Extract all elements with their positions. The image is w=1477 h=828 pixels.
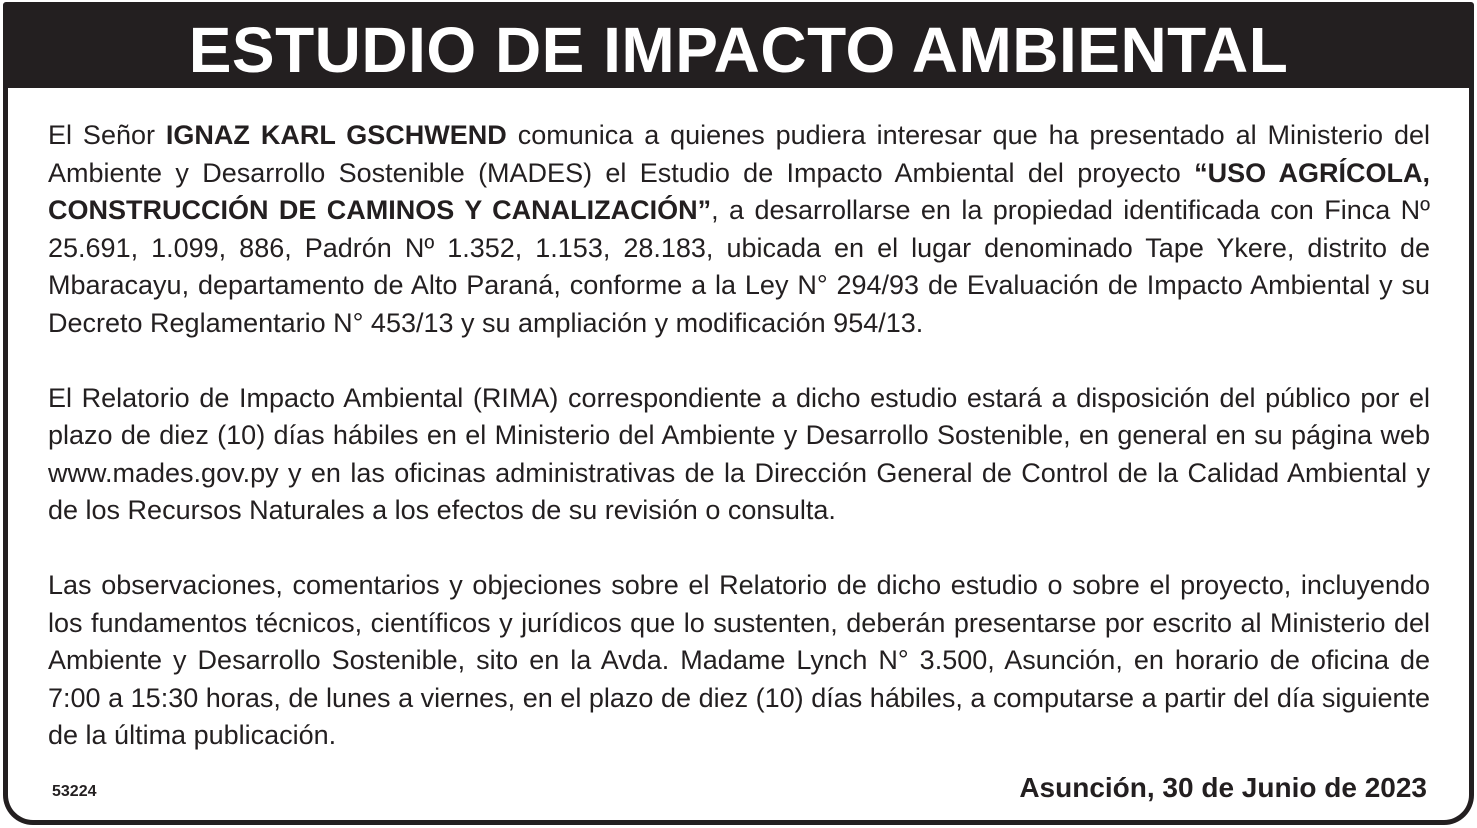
applicant-name: IGNAZ KARL GSCHWEND (165, 120, 507, 150)
paragraph-1-intro: El Señor (48, 120, 166, 150)
reference-code: 53224 (52, 783, 97, 800)
project-name: “USO AGRÍCOLA, CONSTRUCCIÓN DE CAMINOS Y CANALIZACIÓN” (48, 157, 1430, 225)
notice-title: ESTUDIO DE IMPACTO AMBIENTAL (188, 13, 1289, 86)
paragraph-observations: Las observaciones, comentarios y objeciones sobre el Relatorio de dicho estudio o sobre el proyecto, incluyendo los fundamentos técnicos, científicos y jurídicos que lo sustenten, deberán presentarse por escrito al Ministerio del Ambiente y Desarrollo Sostenible, sito en la Avda. Madame Lynch N° 3.500, Asunción, en horario de oficina de 7:00 a 15:30 horas, de lunes a viernes, en el plazo de diez (10) días hábiles, a computarse a partir del día siguiente de la última publicación. (48, 570, 1430, 750)
publication-date: Asunción, 30 de Junio de 2023 (1019, 772, 1427, 803)
paragraph-rima-availability: El Relatorio de Impacto Ambiental (RIMA) correspondiente a dicho estudio estará a disposición del público por el plazo de diez (10) días hábiles en el Ministerio del Ambiente y Desarrollo Sostenible, en general en su página web www.mades.gov.py y en las oficinas administrativas de la Dirección General de Control de la Calidad Ambiental y de los Recursos Naturales a los efectos de su revisión o consulta. (48, 382, 1430, 525)
notice-body (48, 117, 1430, 755)
paragraph-1-middle: comunica a quienes pudiera interesar que ha presentado al Ministerio del Ambiente y Desarrollo Sostenible (MADES) el Estudio de Impacto Ambiental del proyecto (48, 120, 1431, 188)
paragraph-announcement (48, 117, 1430, 342)
title-bar (8, 7, 1469, 88)
notice-frame (3, 2, 1474, 825)
paragraph-1-end: , a desarrollarse en la propiedad identificada con Finca Nº 25.691, 1.099, 886, Padrón Nº 1.352, 1.153, 28.183, ubicada en el lugar denominado Tape Ykere, distrito de Mbaracayu, departamento de Alto Paraná, conforme a la Ley N° 294/93 de Evaluación de Impacto Ambiental y su Decreto Reglamentario N° 453/13 y su ampliación y modificación 954/13. (48, 195, 1430, 338)
